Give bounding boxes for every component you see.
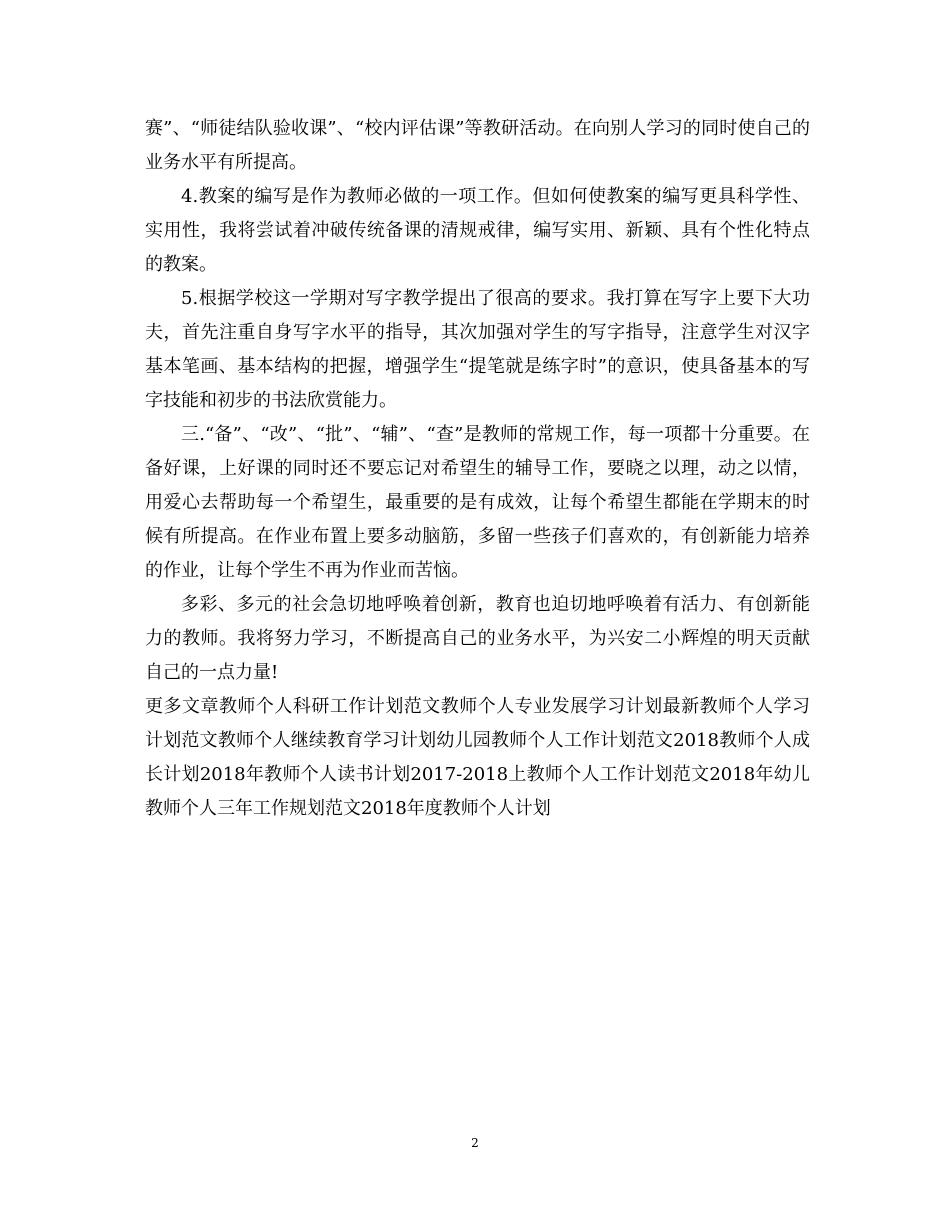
paragraph-item-4: 4.教案的编写是作为教师必做的一项工作。但如何使教案的编写更具科学性、实用性，我将尝试着冲破传统备课的清规戒律，编写实用、新颖、具有个性化特点的教案。	[145, 186, 810, 275]
document-body	[145, 112, 810, 826]
paragraph-section-3: 三.“备”、“改”、“批”、“辅”、“查”是教师的常规工作，每一项都十分重要。在备好课，上好课的同时还不要忘记对希望生的辅导工作，要晓之以理，动之以情，用爱心去帮助每一个希望生，最重要的是有成效，让每个希望生都能在学期末的时候有所提高。在作业布置上要多动脑筋，多留一些孩子们喜欢的，有创新能力培养的作业，让每个学生不再为作业而苦恼。	[145, 424, 810, 581]
related-articles-paragraph: 更多文章教师个人科研工作计划范文教师个人专业发展学习计划最新教师个人学习计划范文教师个人继续教育学习计划幼儿园教师个人工作计划范文2018教师个人成长计划2018年教师个人读书计划2017-2018上教师个人工作计划范文2018年幼儿教师个人三年工作规划范文2018年度教师个人计划	[145, 696, 810, 819]
paragraph-item-5: 5.根据学校这一学期对写字教学提出了很高的要求。我打算在写字上要下大功夫，首先注重自身写字水平的指导，其次加强对学生的写字指导，注意学生对汉字基本笔画、基本结构的把握，增强学生“提笔就是练字时”的意识，使具备基本的写字技能和初步的书法欣赏能力。	[145, 288, 810, 411]
page-number: 2	[471, 1136, 479, 1150]
paragraph-conclusion: 多彩、多元的社会急切地呼唤着创新，教育也迫切地呼唤着有活力、有创新能力的教师。我将努力学习，不断提高自己的业务水平，为兴安二小辉煌的明天贡献自己的一点力量!	[145, 594, 810, 683]
paragraph-continuation: 赛”、“师徒结队验收课”、“校内评估课”等教研活动。在向别人学习的同时使自己的业务水平有所提高。	[145, 118, 810, 173]
